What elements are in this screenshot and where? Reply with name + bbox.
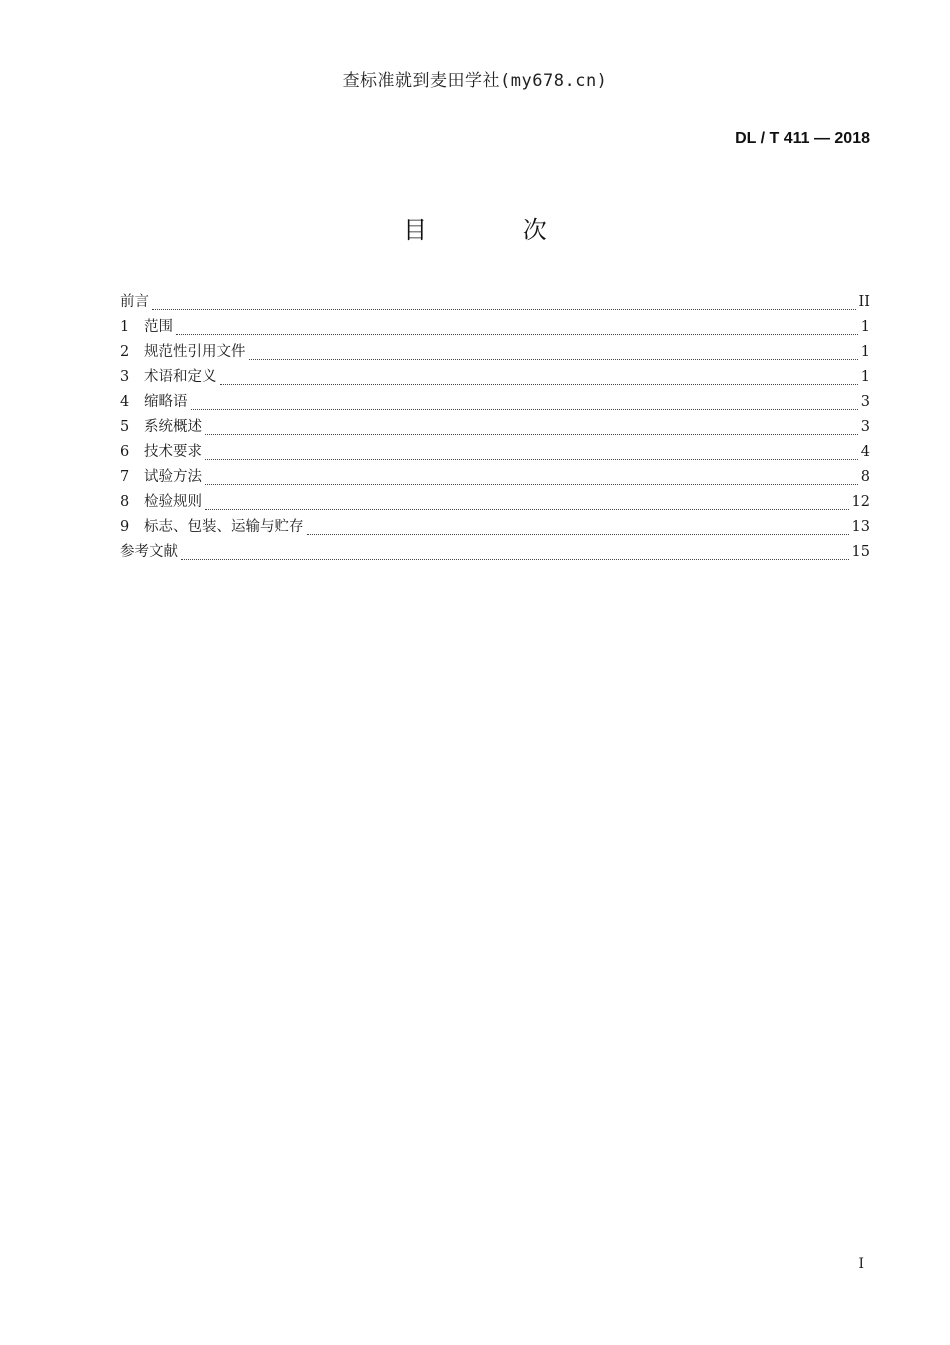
toc-entry-8[interactable] [120,490,870,515]
toc-entry-page: 8 [860,469,870,485]
standard-code: DL / T 411 — 2018 [735,130,870,147]
toc-entry-page: II [858,294,870,310]
toc-entry-title: 技术要求 [144,444,202,460]
toc-entry-title: 术语和定义 [144,369,217,385]
dot-leader [205,434,858,435]
dot-leader [181,559,849,560]
toc-entry-number: 5 [120,419,130,435]
dot-leader [249,359,858,360]
dot-leader [205,459,858,460]
toc-entry-4[interactable] [120,390,870,415]
toc-entry-7[interactable] [120,465,870,490]
toc-entry-page: 1 [860,319,870,335]
toc-entry-number: 9 [120,519,130,535]
toc-entry-9[interactable] [120,515,870,540]
toc-entry-number: 4 [120,394,130,410]
toc-entry-title: 系统概述 [144,419,202,435]
toc-entry-page: 3 [860,394,870,410]
toc-entry-number: 6 [120,444,130,460]
toc-entry-title: 参考文献 [120,544,178,560]
table-of-contents [120,290,870,565]
toc-entry-page: 3 [860,419,870,435]
toc-entry-page: 12 [851,494,870,510]
toc-entry-number: 1 [120,319,130,335]
toc-entry-page: 15 [851,544,870,560]
toc-entry-5[interactable] [120,415,870,440]
toc-entry-title: 范围 [144,319,173,335]
toc-entry-page: 1 [860,369,870,385]
toc-entry-number: 3 [120,369,130,385]
dot-leader [205,484,858,485]
toc-entry-page: 1 [860,344,870,360]
toc-entry-title: 前言 [120,294,149,310]
toc-entry-title: 检验规则 [144,494,202,510]
toc-entry-title: 试验方法 [144,469,202,485]
toc-entry-2[interactable] [120,340,870,365]
page-number: I [858,1256,864,1272]
dot-leader [307,534,849,535]
toc-entry-page: 4 [860,444,870,460]
dot-leader [191,409,858,410]
toc-entry-6[interactable] [120,440,870,465]
page-title: 目 次 [403,216,591,244]
toc-entry-number: 2 [120,344,130,360]
watermark-text: 查标准就到麦田学社(my678.cn) [342,71,608,91]
toc-entry-3[interactable] [120,365,870,390]
toc-entry-references[interactable] [120,540,870,565]
toc-entry-number: 7 [120,469,130,485]
toc-entry-foreword[interactable] [120,290,870,315]
dot-leader [176,334,858,335]
dot-leader [220,384,858,385]
dot-leader [152,309,856,310]
toc-entry-page: 13 [851,519,870,535]
toc-entry-number: 8 [120,494,130,510]
toc-entry-title: 缩略语 [144,394,188,410]
toc-entry-1[interactable] [120,315,870,340]
toc-entry-title: 规范性引用文件 [144,344,246,360]
toc-entry-title: 标志、包装、运输与贮存 [144,519,304,535]
dot-leader [205,509,849,510]
